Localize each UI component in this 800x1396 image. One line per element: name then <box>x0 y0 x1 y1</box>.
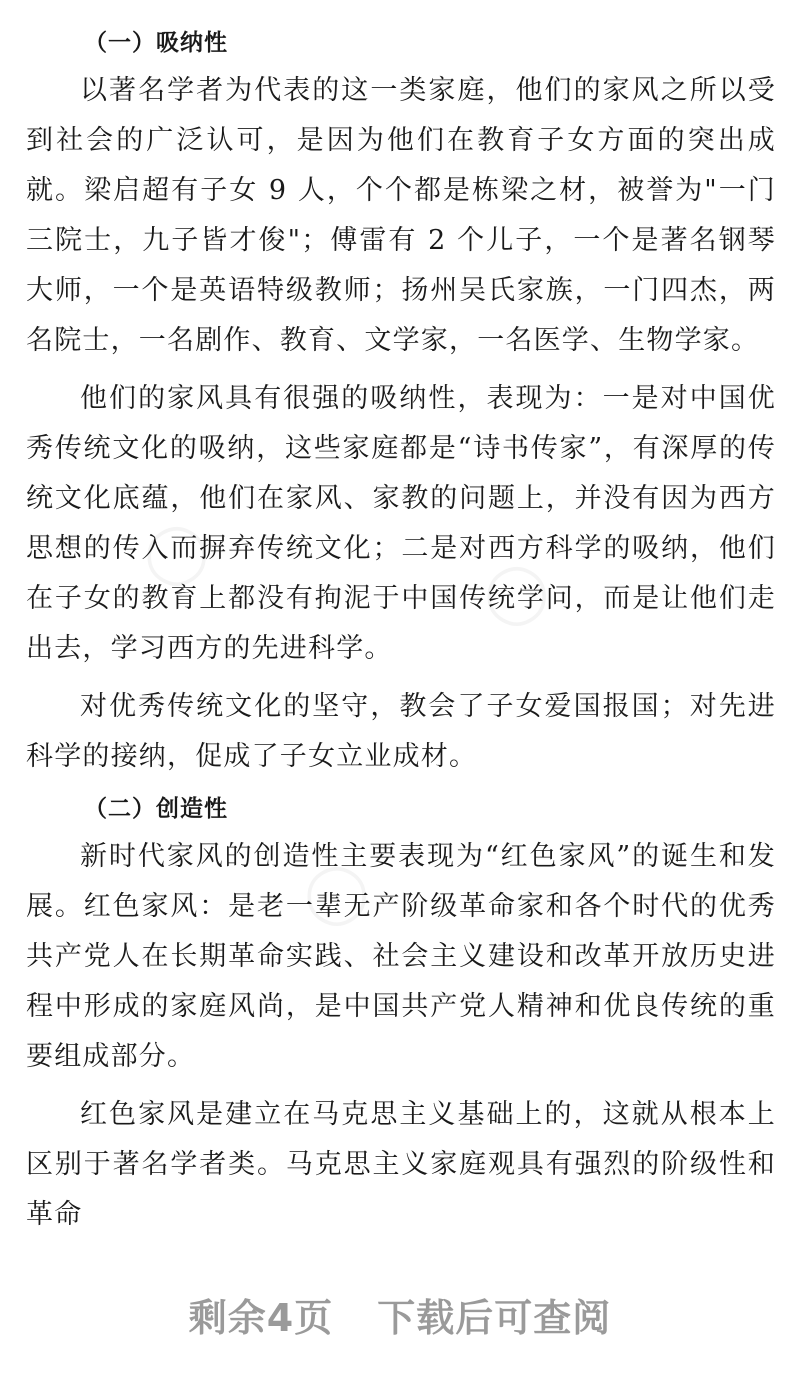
download-prompt[interactable] <box>0 1288 800 1348</box>
download-to-view-label: 下载后可查阅 <box>377 1296 612 1340</box>
section-heading: （二）创造性 <box>84 796 228 822</box>
paragraph: 以著名学者为代表的这一类家庭，他们的家风之所以受到社会的广泛认可，是因为他们在教育子女方面的突出成就。梁启超有子女 9 人，个个都是栋梁之材，被誉为"一门三院士，九子皆才俊"；傅雷有 2 个儿子，一个是著名钢琴大师，一个是英语特级教师；扬州吴氏家族，一门四杰，两名院士，一名剧作、教育、文学家，一名医学、生物学家。 <box>26 75 776 356</box>
paragraph: 对优秀传统文化的坚守，教会了子女爱国报国；对先进科学的接纳，促成了子女立业成材。 <box>26 691 776 772</box>
paragraph: 他们的家风具有很强的吸纳性，表现为：一是对中国优秀传统文化的吸纳，这些家庭都是“诗书传家”，有深厚的传统文化底蕴，他们在家风、家教的问题上，并没有因为西方思想的传入而摒弃传统文化；二是对西方科学的吸纳，他们在子女的教育上都没有拘泥于中国传统学问，而是让他们走出去，学习西方的先进科学。 <box>26 383 776 664</box>
remaining-pages-label: 剩余4页 <box>188 1296 334 1340</box>
section-heading: （一）吸纳性 <box>84 30 228 56</box>
document-body <box>26 24 776 1248</box>
paragraph: 红色家风是建立在马克思主义基础上的，这就从根本上区别于著名学者类。马克思主义家庭观具有强烈的阶级性和革命 <box>26 1099 776 1230</box>
paragraph: 新时代家风的创造性主要表现为“红色家风”的诞生和发展。红色家风：是老一辈无产阶级革命家和各个时代的优秀共产党人在长期革命实践、社会主义建设和改革开放历史进程中形成的家庭风尚，是中国共产党人精神和优良传统的重要组成部分。 <box>26 841 776 1072</box>
